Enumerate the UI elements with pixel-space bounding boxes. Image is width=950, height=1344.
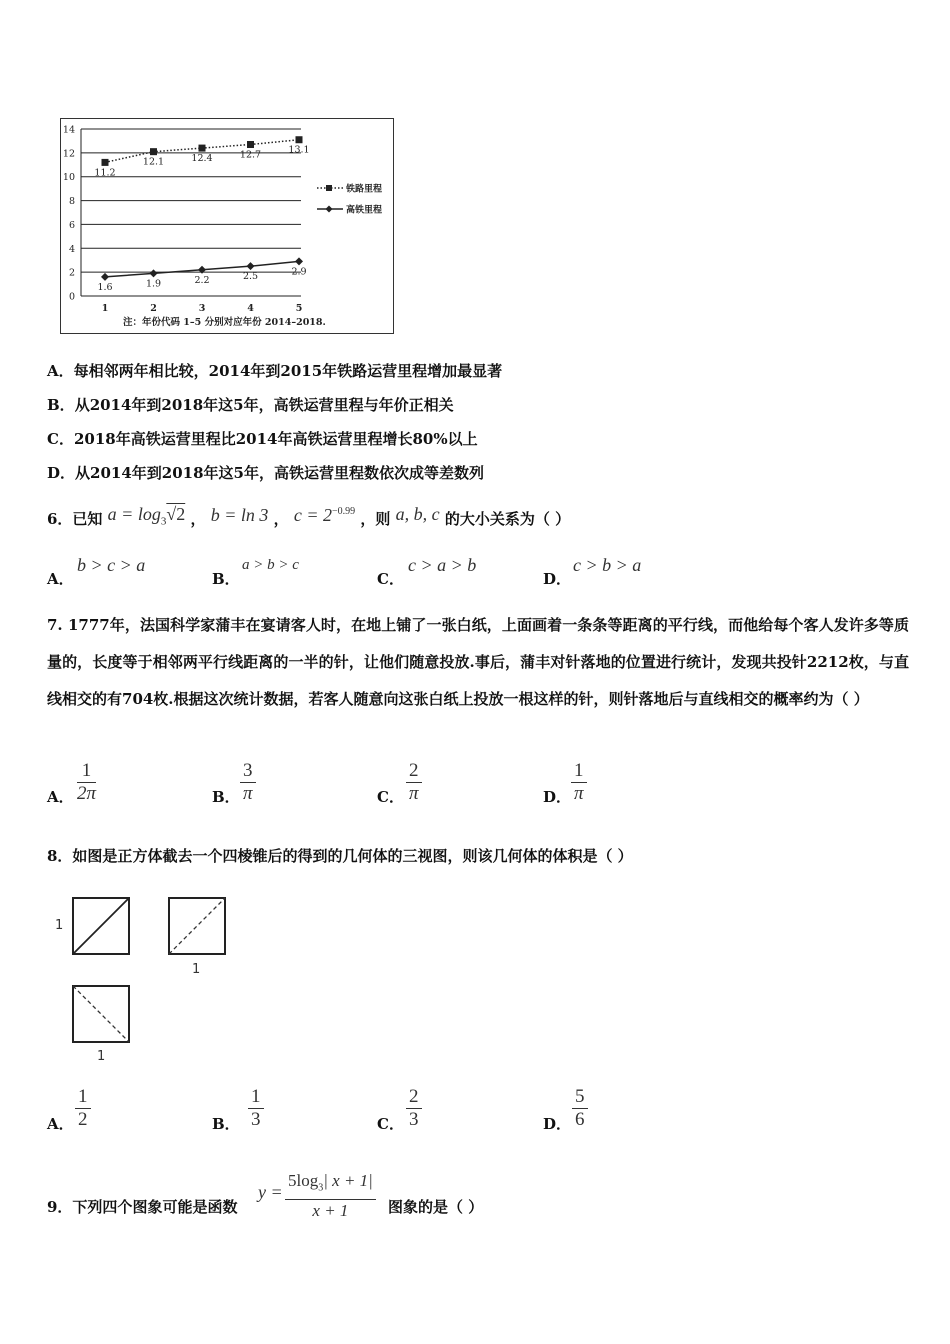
fraction-denominator: 2 [78,1109,88,1130]
data-label: 2.2 [194,274,210,286]
q6-then: ，则 [360,510,391,528]
data-label: 12.1 [142,156,165,168]
option-letter: A． [47,362,74,380]
option-letter: D． [47,464,76,482]
data-label: 12.4 [191,153,213,165]
chart-svg [61,119,393,333]
q9-y-equals: y = [258,1182,283,1202]
option-letter: B． [47,396,75,414]
q7-option-a-letter[interactable]: A． [47,788,74,806]
chart-note: 注：年份代码 1–5 分别对应年份 2014–2018. [123,317,326,328]
q6-option-c-letter[interactable]: C． [377,570,404,588]
side-view [169,898,225,954]
q7-option-b-letter[interactable]: B． [212,788,240,806]
q8-option-b-letter[interactable]: B． [212,1115,240,1133]
q7-option-c-letter[interactable]: C． [377,788,404,806]
series-marker-diamond [101,273,109,281]
q8-option-d-letter[interactable]: D． [543,1115,572,1133]
data-label: 1.9 [145,278,162,290]
fraction-numerator: 2 [409,760,419,781]
y-tick-label: 2 [68,267,75,279]
fraction-numerator: 2 [409,1086,419,1107]
q8-option-d-fraction[interactable] [572,1086,588,1131]
fraction-denominator: π [573,783,584,804]
q5-option-b[interactable] [47,394,454,415]
data-label: 2.9 [291,266,307,278]
q9-suffix: 图象的是（ ） [388,1198,484,1216]
side-view-label: 1 [192,962,201,977]
series-marker-square [150,148,157,155]
x-tick-label: 3 [198,303,206,314]
front-view-diagonal [73,898,129,954]
q8-option-c-letter[interactable]: C． [377,1115,404,1133]
fraction-denominator: π [242,783,253,804]
fraction-numerator: 1 [574,760,584,781]
q9-function-fraction [285,1170,376,1222]
x-tick-label: 1 [101,303,109,314]
y-tick-label: 8 [68,196,75,208]
series-marker-square [102,159,109,166]
series-marker-square [247,141,254,148]
data-label: 1.6 [97,281,113,293]
q5-option-d[interactable] [47,462,484,483]
fraction-numerator: 1 [78,1086,88,1107]
data-label: 11.2 [94,167,116,179]
option-text: 从2014年到2018年这5年，高铁运营里程数依次成等差数列 [75,464,484,482]
top-view-hidden-diagonal [73,986,129,1042]
q6-prefix: 6．已知 [47,510,103,528]
option-text: 2018年高铁运营里程比2014年高铁运营里程增长80%以上 [73,430,478,448]
q7-option-d-letter[interactable]: D． [543,788,572,806]
q7-option-d-fraction[interactable] [571,760,587,805]
q6-vars: a, b, c [395,504,440,524]
legend-marker-square [326,185,332,191]
q8-option-a-fraction[interactable] [75,1086,91,1131]
y-tick-label: 10 [62,172,75,184]
fraction-denominator: 2π [77,783,97,804]
legend-marker-diamond [326,206,333,213]
data-label: 12.7 [239,149,262,161]
series-marker-diamond [247,262,255,270]
data-label: 13.1 [288,144,310,156]
series-marker-diamond [295,257,303,265]
series-marker-square [296,136,303,143]
series-marker-square [199,145,206,152]
fraction-denominator: x + 1 [312,1201,349,1221]
q6-c-expression: $c = 2^{-0.99}$ [293,505,356,525]
fraction-denominator: π [408,783,419,804]
q7-option-b-fraction[interactable] [240,760,256,805]
q5-option-c[interactable] [47,428,478,449]
top-view-label: 1 [97,1049,106,1064]
q6-suffix: 的大小关系为（ ） [444,510,571,528]
y-tick-label: 4 [68,243,75,255]
q6-option-a-expr[interactable]: b > c > a [77,555,146,575]
q6-a-expression: $a = \log_3√2$ [107,504,186,528]
data-label: 2.5 [242,271,259,283]
q6-separator: ， [190,510,206,528]
fraction-numerator: $5\log_3|$ x + 1| [288,1171,373,1194]
q6-option-d-letter[interactable]: D． [543,570,572,588]
q7-stem: 7. 1777年，法国科学家蒲丰在宴请客人时，在地上铺了一张白纸，上面画着一条条等距离的平行线，而他给每个客人发许多等质量的，长度等于相邻两平行线距离的一半的针，让他们随意投放.事后，蒲丰对针落地的位置进行统计，发现共投针2212枚，与直线相交的有704枚.根据这次统计数据，若客人随意向这张白纸上投放一根这样的针，则针落地后与直线相交的概率约为（ ） [47,616,909,708]
legend-label: 高铁里程 [346,205,383,216]
side-view-hidden-diagonal [169,898,225,954]
q9-prefix: 9．下列四个图象可能是函数 [47,1198,238,1216]
q8-option-c-fraction[interactable] [406,1086,422,1131]
q5-option-a[interactable] [47,360,502,381]
q8-option-b-fraction[interactable] [248,1086,264,1131]
option-text: 每相邻两年相比较，2014年到2015年铁路运营里程增加最显著 [73,362,503,380]
q8-option-a-letter[interactable]: A． [47,1115,74,1133]
q6-option-c-expr[interactable]: c > a > b [408,555,477,575]
x-tick-label: 4 [247,303,254,314]
fraction-numerator: 3 [243,760,253,781]
q7-option-a-fraction[interactable] [77,760,96,805]
y-tick-label: 14 [62,124,75,136]
fraction-numerator: 1 [81,760,92,781]
q6-option-b-letter[interactable]: B． [212,570,240,588]
line-chart [60,118,394,334]
x-tick-label: 2 [150,303,157,314]
q6-option-b-expr[interactable]: a > b > c [242,557,299,573]
option-text: 从2014年到2018年这5年，高铁运营里程与年价正相关 [74,396,454,414]
y-tick-label: 12 [62,148,75,160]
x-tick-label: 5 [295,303,303,314]
series-marker-diamond [150,269,158,277]
fraction-numerator: 5 [575,1086,585,1107]
q8-stem: 8．如图是正方体截去一个四棱锥后的得到的几何体的三视图，则该几何体的体积是（ ） [47,847,633,865]
fraction-numerator: 1 [251,1086,261,1107]
option-letter: C． [47,430,74,448]
y-tick-label: 6 [68,219,75,231]
three-view-figure [50,890,250,1075]
top-view [73,986,129,1042]
y-tick-label: 0 [68,291,75,303]
q7-option-c-fraction[interactable] [406,760,422,805]
q6-separator: ， [273,510,289,528]
q6-stem [47,504,571,532]
legend-label: 铁路里程 [346,184,383,195]
fraction-denominator: 6 [575,1109,585,1130]
q6-option-d-expr[interactable]: c > b > a [573,555,642,575]
q6-b-expression: b = ln 3 [210,505,269,525]
front-view-label: 1 [55,918,64,933]
fraction-denominator: 3 [409,1109,419,1130]
q6-option-a-letter[interactable]: A． [47,570,74,588]
fraction-denominator: 3 [251,1109,261,1130]
